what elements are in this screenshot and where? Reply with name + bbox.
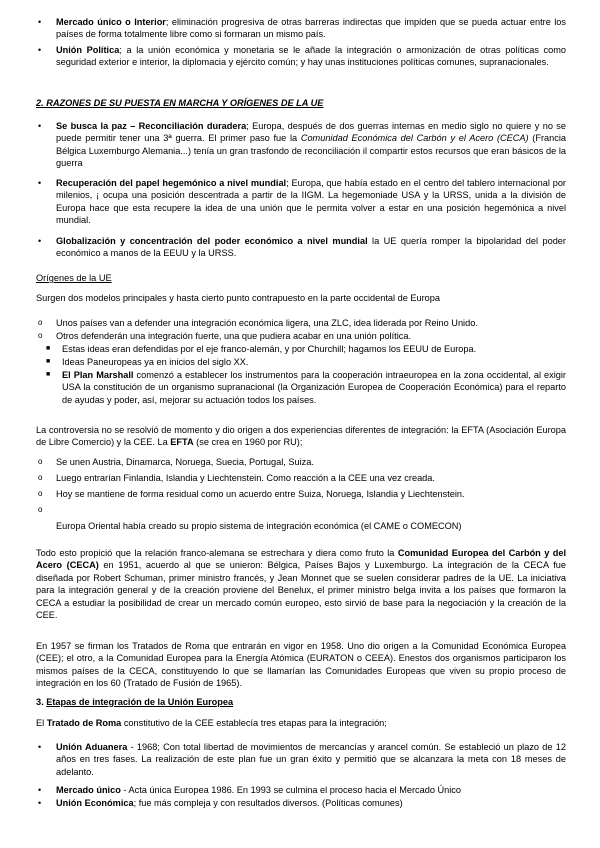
square-marker: ■ <box>46 345 51 352</box>
bullet-mercado-interior <box>36 16 566 41</box>
controversy-bold: EFTA <box>170 437 194 448</box>
bullet-marker: • <box>38 798 42 808</box>
stage-text: - 1968; Con total libertad de movimientos de mercancías y arancel común. Se estableció un plazo de 12 años en tres fases. La realización de este plan fue un gran éxito y permitió que se alcanzara la meta con 18 meses de adelanto. <box>56 742 566 777</box>
eastern-europe: Europa Oriental había creado su propio sistema de integración económica (el CAME o COMECON) <box>56 521 462 531</box>
reason-hegemonia <box>36 177 566 227</box>
stage-text: - Acta única Europea 1986. En 1993 se culmina el proceso hacia el Mercado Único <box>120 785 461 795</box>
model-text: Unos países van a defender una integración económica ligera, una ZLC, idea liderada por Reino Unido. <box>56 318 478 328</box>
ceca-text-post: en 1951, acuerdo al que se unieron: Bélgica, Países Bajos y Luxemburgo. La integración de la CECA fue diseñada por Robert Schuman, primer ministro francés, y Jean Monnet que se suelen considerar padres de la UE. La iniciativa para la integración general y de la creación proviene del Benelux, el primer ministro belga invita a los países que formaron la CECA a estudiar la posibilidad de crear un mercado común europeo, esto sirvió de base para la negociación y la creación de la CEE. <box>36 560 566 621</box>
ceca-bold: Comunidad Europea del Carbón y del Acero (CECA) <box>36 548 566 571</box>
bullet-marker: • <box>38 785 42 795</box>
reason-paz <box>36 120 566 170</box>
bullet-marker: • <box>38 742 42 752</box>
bullet-marker: • <box>38 17 42 27</box>
reason-text: ; Europa, que había estado en el centro del tablero internacional por milenios, ¡ ocupa una posición descentrada a partir de la IIGM. La hegemoniade USA y la URSS, unida a la división de Europa hace que esta recupere la idea de una unión que le permita volver a estar en una posición hegemónica a nivel mundial. <box>56 178 566 226</box>
bullet-marker: • <box>38 45 42 55</box>
efta-point-1 <box>36 456 566 468</box>
section-3-number: 3. <box>36 697 44 707</box>
reason-text: ; Europa, después de dos guerras internas en medio siglo no quiere y no se puede permitir tener una 3ª guerra. El primer paso fue la <box>56 121 566 144</box>
stage-mercado-unico <box>36 784 566 796</box>
section-2-heading <box>36 97 566 109</box>
stage-union-economica <box>36 797 566 809</box>
treaty-paragraph <box>36 717 566 729</box>
circle-marker: o <box>38 457 43 466</box>
stage-union-aduanera <box>36 741 566 778</box>
reason-globalizacion <box>36 235 566 260</box>
origins-heading <box>36 272 566 284</box>
stage-bold: Unión Aduanera <box>56 742 128 752</box>
treaty-text-post: constitutivo de la CEE establecía tres etapas para la integración; <box>121 718 387 728</box>
efta-point-2 <box>36 472 566 484</box>
reason-text-post: (Francia Bélgica Luxemburgo Alemania...) tenía un gran trasfondo de reconciliación il compartir estos recursos que eran básicos de la guerra <box>56 133 566 169</box>
section-3-heading <box>36 696 566 708</box>
model-light <box>36 317 566 329</box>
detail-text: Ideas Paneuropeas ya en inicios del siglo XX. <box>62 357 249 367</box>
bullet-bold: Mercado único o Interior <box>56 17 166 27</box>
bullet-marker: • <box>38 178 42 188</box>
bullet-union-politica <box>36 44 566 69</box>
bullet-bold: Unión Política <box>56 45 120 55</box>
reason-italic: Comunidad Económica del Carbón y el Acero (CECA) <box>300 133 529 144</box>
square-marker: ■ <box>46 371 51 378</box>
detail-bold: El Plan Marshall <box>62 370 134 380</box>
rome-treaties-paragraph: En 1957 se firman los Tratados de Roma que entrarán en vigor en 1958. Uno dio origen a la Comunidad Económica Europea (CEE); el otro, a la Comunidad Europea para la Energía Atómica (EURATON o CEEA). Enestos dos organismos participaron los mismos países de la CECA, constituyendo lo que se llamarían las Comunidades Europeas que viven su propio proceso de integración en los 60 (Tratado de Fusión de 1965). <box>36 641 566 689</box>
efta-text: Hoy se mantiene de forma residual como un acuerdo entre Suiza, Noruega, Islandia y Liechtenstein. <box>56 489 465 499</box>
reason-bold: Recuperación del papel hegemónico a nivel mundial <box>56 178 287 188</box>
ceca-text: Todo esto propició que la relación franco-alemana se estrechara y diera como fruto la <box>36 548 398 558</box>
efta-point-3 <box>36 488 566 500</box>
detail-marshall <box>36 369 566 406</box>
circle-marker: o <box>38 505 43 514</box>
square-marker: ■ <box>46 358 51 365</box>
efta-text: Se unen Austria, Dinamarca, Noruega, Suecia, Portugal, Suiza. <box>56 457 314 467</box>
reason-bold: Globalización y concentración del poder económico a nivel mundial <box>56 236 368 246</box>
stage-text: ; fue más compleja y con resultados diversos. (Políticas comunes) <box>133 798 403 808</box>
circle-marker: o <box>38 489 43 498</box>
bullet-marker: • <box>38 121 42 131</box>
section-2-title: 2. RAZONES DE SU PUESTA EN MARCHA Y ORÍGENES DE LA UE <box>36 98 324 108</box>
detail-text: comenzó a establecer los instrumentos para la cooperación intraeuropea en la zona occidental, al exigir USA la constitución de un organismo supranacional (la Organización Europea de Cooperación Económica) para el reparto de ayudas y poder, así, mejorar su actuación todos los países. <box>62 370 566 405</box>
bullet-text: ; a la unión económica y monetaria se le añade la integración o armonización de otras políticas como seguridad exterior e interior, la diplomacia y ejército común; y hay unas instituciones políticas comunes, supranacionales. <box>56 45 566 68</box>
model-text: Otros defenderán una integración fuerte, una que pudiera acabar en una unión política. <box>56 331 411 341</box>
bullet-marker: • <box>38 236 42 246</box>
origins-title: Orígenes de la UE <box>36 273 112 283</box>
controversy-paragraph <box>36 424 566 449</box>
detail-text: Estas ideas eran defendidas por el eje franco-alemán, y por Churchill; hagamos los EEUU de Europa. <box>62 344 477 354</box>
stage-bold: Unión Económica <box>56 798 134 808</box>
circle-marker: o <box>38 473 43 482</box>
circle-marker: o <box>38 331 43 340</box>
reason-text: la UE quería romper la bipolaridad del poder económico a manos de la EEUU y la URSS. <box>56 236 566 259</box>
controversy-text: La controversia no se resolvió de momento y dio origen a dos experiencias diferentes de integración: la EFTA (Asociación Europa de Libre Comercio) y la CEE. La <box>36 425 566 448</box>
treaty-bold: Tratado de Roma <box>46 718 122 728</box>
detail-paneuropeas <box>36 356 566 368</box>
model-strong <box>36 330 566 342</box>
section-3-title: Etapas de integración de la Unión Europea <box>46 697 234 707</box>
efta-text: Luego entrarían Finlandia, Islandia y Liechtenstein. Como reacción a la CEE una vez creada. <box>56 473 435 483</box>
ceca-paragraph <box>36 547 566 621</box>
circle-marker: o <box>38 318 43 327</box>
origins-intro: Surgen dos modelos principales y hasta cierto punto contrapuesto en la parte occidental de Europa <box>36 293 440 303</box>
stage-bold: Mercado único <box>56 785 121 795</box>
detail-eje <box>36 343 566 355</box>
treaty-text: El <box>36 718 47 728</box>
bullet-text: ; eliminación progresiva de otras barreras indirectas que impiden que se pueda actuar entre los países de forma totalmente libre como si formaran un mismo país. <box>56 17 567 40</box>
controversy-text-post: (se crea en 1960 por RU); <box>193 437 303 448</box>
reason-bold: Se busca la paz – Reconciliación duradera <box>56 121 247 131</box>
